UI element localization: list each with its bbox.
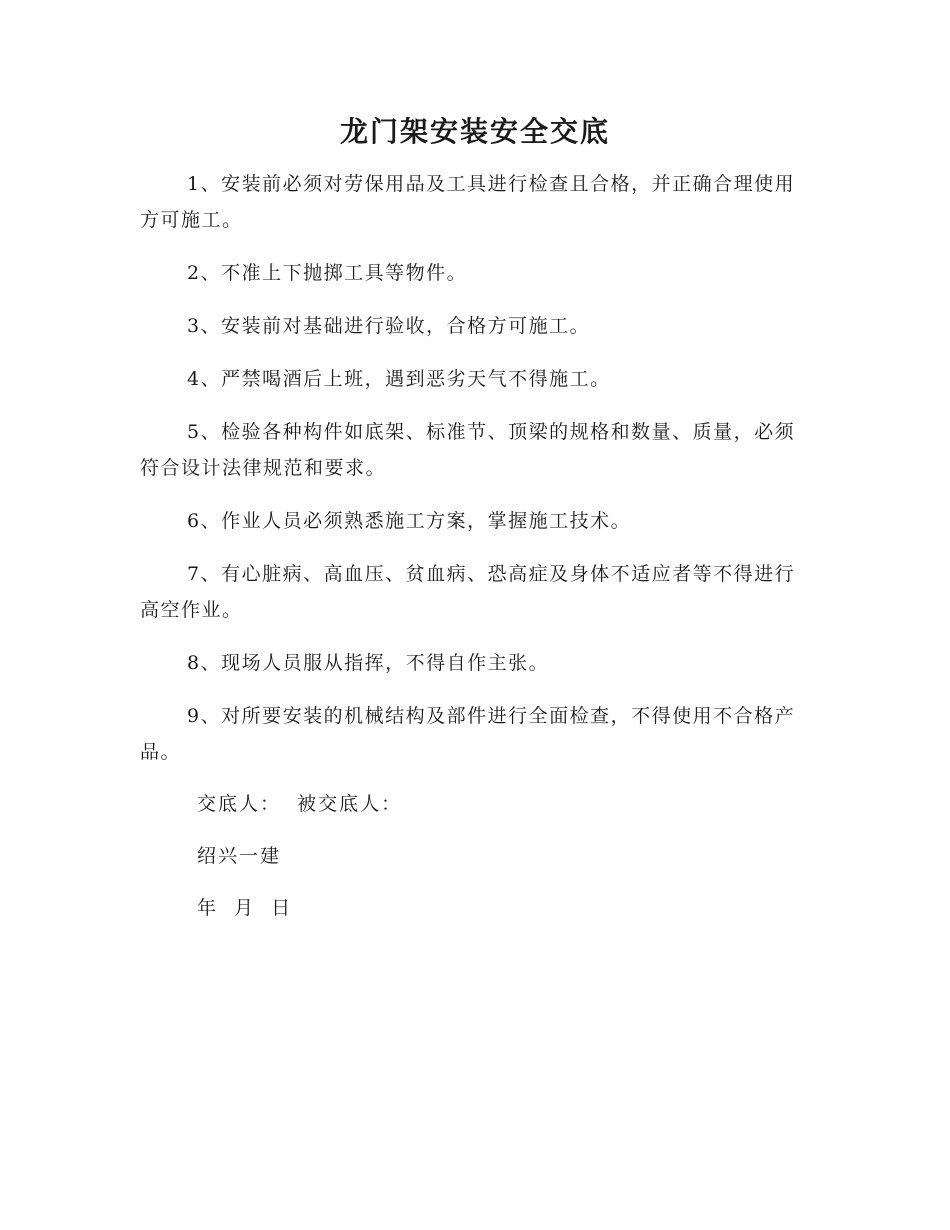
signature-company: 绍兴一建 <box>197 845 282 867</box>
signature-date: 年 月 日 <box>197 897 293 919</box>
signature-parties: 交底人： 被交底人： <box>197 793 403 815</box>
document-body <box>140 166 810 787</box>
clause-9: 9、对所要安装的机械结构及部件进行全面检查，不得使用不合格产品。 <box>140 705 796 763</box>
clause-2: 2、不准上下抛掷工具等物件。 <box>187 262 468 284</box>
clause-8: 8、现场人员服从指挥，不得自作主张。 <box>187 652 550 674</box>
clause-3: 3、安装前对基础进行验收，合格方可施工。 <box>187 315 591 337</box>
clause-5: 5、检验各种构件如底架、标准节、顶梁的规格和数量、质量，必须符合设计法律规范和要求。 <box>140 421 796 479</box>
document-title: 龙门架安装安全交底 <box>339 115 610 148</box>
clause-7: 7、有心脏病、高血压、贫血病、恐高症及身体不适应者等不得进行高空作业。 <box>140 563 796 621</box>
clause-1: 1、安装前必须对劳保用品及工具进行检查且合格，并正确合理使用方可施工。 <box>140 173 796 231</box>
clause-4: 4、严禁喝酒后上班，遇到恶劣天气不得施工。 <box>187 368 611 390</box>
clause-6: 6、作业人员必须熟悉施工方案，掌握施工技术。 <box>187 510 632 532</box>
